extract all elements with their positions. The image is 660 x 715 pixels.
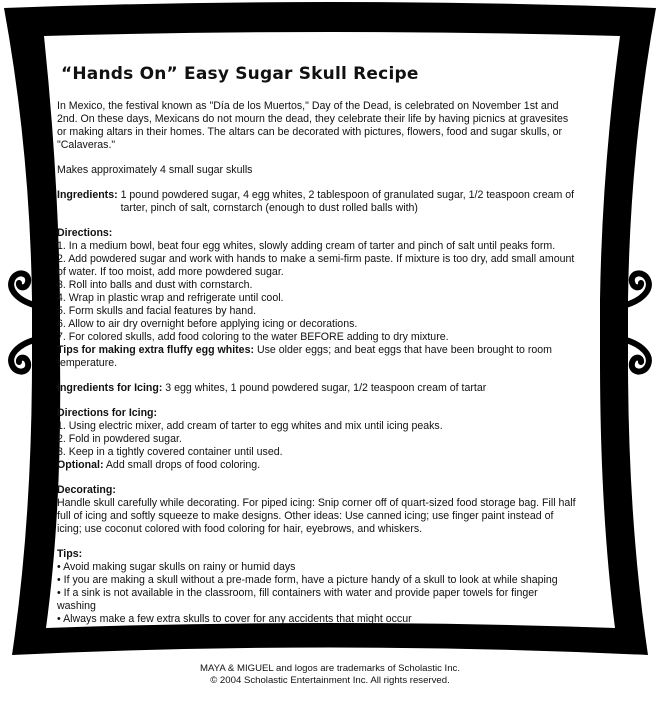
icing-optional-text: Add small drops of food coloring. bbox=[103, 459, 261, 471]
decorating-section bbox=[57, 484, 577, 536]
tip-item-4: • Always make a few extra skulls to cover for any accidents that might occur bbox=[57, 613, 412, 625]
tips-section bbox=[57, 548, 577, 626]
tips-label: Tips: bbox=[57, 548, 83, 560]
decorating-label: Decorating: bbox=[57, 484, 116, 496]
icing-optional bbox=[57, 459, 577, 472]
intro-paragraph: In Mexico, the festival known as "Día de los Muertos," Day of the Dead, is celebrated on November 1st and 2nd. On these days, Mexicans do not mourn the dead, they celebrate their life by having picnics at gravesites or making altars in their homes. The altars can be decorated with pictures, flowers, food and sugar skulls, or "Calaveras." bbox=[57, 100, 569, 151]
icing-ingredients bbox=[57, 382, 577, 395]
directions-label: Directions: bbox=[57, 227, 113, 239]
icing-step-3: 3. Keep in a tightly covered container until used. bbox=[57, 446, 283, 458]
ingredients-section bbox=[57, 189, 577, 215]
icing-step-2: 2. Fold in powdered sugar. bbox=[57, 433, 182, 445]
direction-step-7: 7. For colored skulls, add food coloring to the water BEFORE adding to dry mixture. bbox=[57, 331, 449, 343]
right-scroll-ornament bbox=[626, 273, 649, 371]
yield-text: Makes approximately 4 small sugar skulls bbox=[57, 164, 253, 176]
direction-step-4: 4. Wrap in plastic wrap and refrigerate until cool. bbox=[57, 292, 284, 304]
egg-white-tips-label: Tips for making extra fluffy egg whites: bbox=[57, 344, 254, 356]
tip-item-2: • If you are making a skull without a pre-made form, have a picture handy of a skull to look at while shaping bbox=[57, 574, 558, 586]
egg-white-tips bbox=[57, 344, 577, 370]
decorating-text: Handle skull carefully while decorating. For piped icing: Snip corner off of quart-sized food storage bag. Fill half full of icing and softly squeeze to make designs. Other ideas: Use canned icing; use finger paint instead of icing; use coconut colored with food coloring for hair, eyebrows, and whiskers. bbox=[57, 497, 576, 535]
direction-step-1: 1. In a medium bowl, beat four egg whites, slowly adding cream of tarter and pinch of salt until peaks form. bbox=[57, 240, 556, 252]
left-scroll-ornament bbox=[11, 273, 34, 371]
icing-step-1: 1. Using electric mixer, add cream of tarter to egg whites and mix until icing peaks. bbox=[57, 420, 443, 432]
tip-item-3: • If a sink is not available in the classroom, fill containers with water and provide paper towels for finger washing bbox=[57, 587, 538, 612]
icing-optional-label: Optional: bbox=[57, 459, 104, 471]
recipe-content bbox=[57, 64, 577, 626]
directions-section bbox=[57, 227, 577, 370]
egg-white-tips-text: Use older eggs; and beat eggs that have been brought to room temperature. bbox=[57, 344, 553, 369]
tip-item-1: • Avoid making sugar skulls on rainy or humid days bbox=[57, 561, 296, 573]
direction-step-5: 5. Form skulls and facial features by hand. bbox=[57, 305, 257, 317]
ingredients-text: 1 pound powdered sugar, 4 egg whites, 2 tablespoon of granulated sugar, 1/2 teaspoon cream of tarter, pinch of salt, cornstarch (enough to dust rolled balls with) bbox=[120, 189, 575, 214]
icing-directions-section bbox=[57, 407, 577, 472]
icing-ingredients-label: Ingredients for Icing: bbox=[57, 382, 163, 394]
trademark-line: MAYA & MIGUEL and logos are trademarks of Scholastic Inc. bbox=[199, 663, 461, 674]
copyright-footer bbox=[0, 663, 660, 687]
page-title: “Hands On” Easy Sugar Skull Recipe bbox=[61, 64, 419, 84]
ingredients-label: Ingredients: bbox=[57, 189, 118, 201]
direction-step-6: 6. Allow to air dry overnight before applying icing or decorations. bbox=[57, 318, 358, 330]
icing-directions-label: Directions for Icing: bbox=[57, 407, 158, 419]
direction-step-2: 2. Add powdered sugar and work with hands to make a semi-firm paste. If mixture is too dry, add small amount of water. If too moist, add more powdered sugar. bbox=[57, 253, 575, 278]
direction-step-3: 3. Roll into balls and dust with cornstarch. bbox=[57, 279, 253, 291]
copyright-line: © 2004 Scholastic Entertainment Inc. All rights reserved. bbox=[210, 675, 450, 686]
icing-ingredients-text: 3 egg whites, 1 pound powdered sugar, 1/2 teaspoon cream of tartar bbox=[162, 382, 487, 394]
